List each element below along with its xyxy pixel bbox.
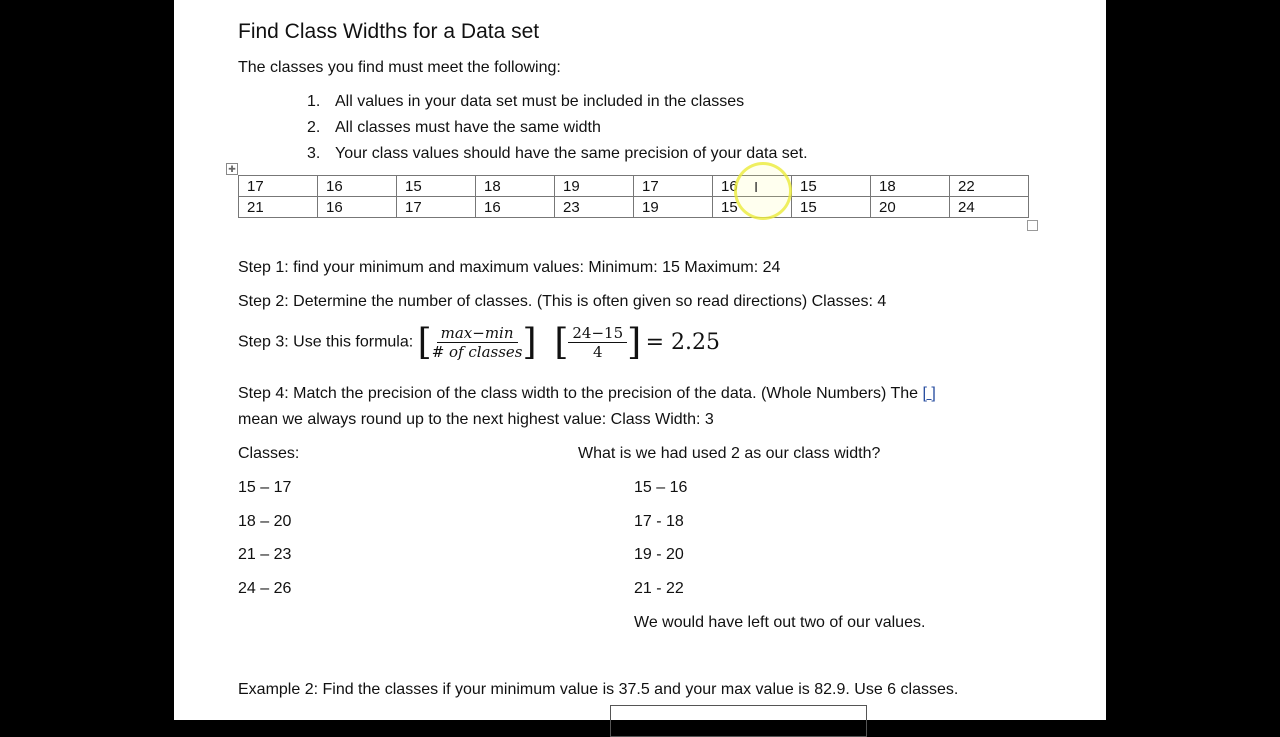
alt-class-item: 17 - 18 <box>634 513 684 530</box>
list-number: 2. <box>307 119 321 136</box>
table-cell[interactable]: 17 <box>634 176 713 197</box>
table-row <box>239 197 1029 218</box>
answer-box <box>610 705 867 737</box>
class-item: 24 – 26 <box>238 580 292 597</box>
cursor-highlight <box>734 162 792 220</box>
list-number: 1. <box>307 93 321 110</box>
class-item: 18 – 20 <box>238 513 292 530</box>
table-cell[interactable]: 15 <box>792 197 871 218</box>
table-cell[interactable]: 15 <box>713 197 792 218</box>
table-cell[interactable]: 16 <box>476 197 555 218</box>
numerator: 24−15 <box>568 324 627 343</box>
class-item: 15 – 17 <box>238 479 292 496</box>
brackets-link: [ ] <box>922 385 936 402</box>
list-item: Your class values should have the same precision of your data set. <box>335 145 808 162</box>
step-1: Step 1: find your minimum and maximum values: Minimum: 15 Maximum: 24 <box>238 259 781 276</box>
step-2: Step 2: Determine the number of classes. (This is often given so read directions) Classes: 4 <box>238 293 887 310</box>
step-4-line-1 <box>238 385 936 403</box>
step-3-label: Step 3: Use this formula: <box>238 333 414 351</box>
table-cell[interactable]: 17 <box>397 197 476 218</box>
formula-result: = 2.25 <box>645 330 721 355</box>
alt-note: We would have left out two of our values. <box>634 614 926 631</box>
numerator: max−min <box>437 324 518 343</box>
computed-fraction <box>568 324 627 361</box>
denominator: 4 <box>592 343 603 361</box>
table-cell[interactable]: 17 <box>239 176 318 197</box>
table-cell[interactable]: 21 <box>239 197 318 218</box>
table-cell[interactable]: 18 <box>871 176 950 197</box>
class-item: 21 – 23 <box>238 546 292 563</box>
formula-fraction <box>432 324 523 361</box>
table-cell[interactable]: 23 <box>555 197 634 218</box>
table-move-handle-icon[interactable]: ✚ <box>226 163 238 175</box>
table-cell[interactable]: 15 <box>792 176 871 197</box>
step-4-text: Step 4: Match the precision of the class width to the precision of the data. (Whole Numbers) The <box>238 385 919 402</box>
table-resize-handle[interactable] <box>1027 220 1038 231</box>
classes-label: Classes: <box>238 445 300 462</box>
table-cell[interactable]: 19 <box>555 176 634 197</box>
intro-text: The classes you find must meet the following: <box>238 59 561 76</box>
data-table <box>238 175 1029 218</box>
step-3: Step 3: Use this formula: [ $\frac{\max-\min}{\text{\# of classes}}$ ] [ $\frac{24-15}{4}$ ] = 2.25 <box>238 322 721 363</box>
text-cursor-icon: I <box>754 179 759 196</box>
step-4-line-2: mean we always round up to the next highest value: Class Width: 3 <box>238 411 714 428</box>
example-2: Example 2: Find the classes if your minimum value is 37.5 and your max value is 82.9. Use 6 classes. <box>238 681 959 698</box>
alt-class-item: 19 - 20 <box>634 546 684 563</box>
list-item: All classes must have the same width <box>335 119 601 136</box>
page-title: Find Class Widths for a Data set <box>238 20 540 43</box>
table-cell[interactable]: 16 <box>318 176 397 197</box>
table-row <box>239 176 1029 197</box>
document-page <box>174 0 1106 720</box>
table-cell[interactable]: 19 <box>634 197 713 218</box>
denominator: # of classes <box>431 343 523 361</box>
table-cell[interactable]: 18 <box>476 176 555 197</box>
table-cell[interactable]: 24 <box>950 197 1029 218</box>
alt-class-item: 21 - 22 <box>634 580 684 597</box>
table-cell[interactable]: 22 <box>950 176 1029 197</box>
table-cell[interactable]: 16 <box>713 176 792 197</box>
table-cell[interactable]: 20 <box>871 197 950 218</box>
table-cell[interactable]: 16 <box>318 197 397 218</box>
alt-class-item: 15 – 16 <box>634 479 688 496</box>
table-cell[interactable]: 15 <box>397 176 476 197</box>
list-number: 3. <box>307 145 321 162</box>
list-item: All values in your data set must be included in the classes <box>335 93 745 110</box>
alt-question: What is we had used 2 as our class width? <box>578 445 881 462</box>
